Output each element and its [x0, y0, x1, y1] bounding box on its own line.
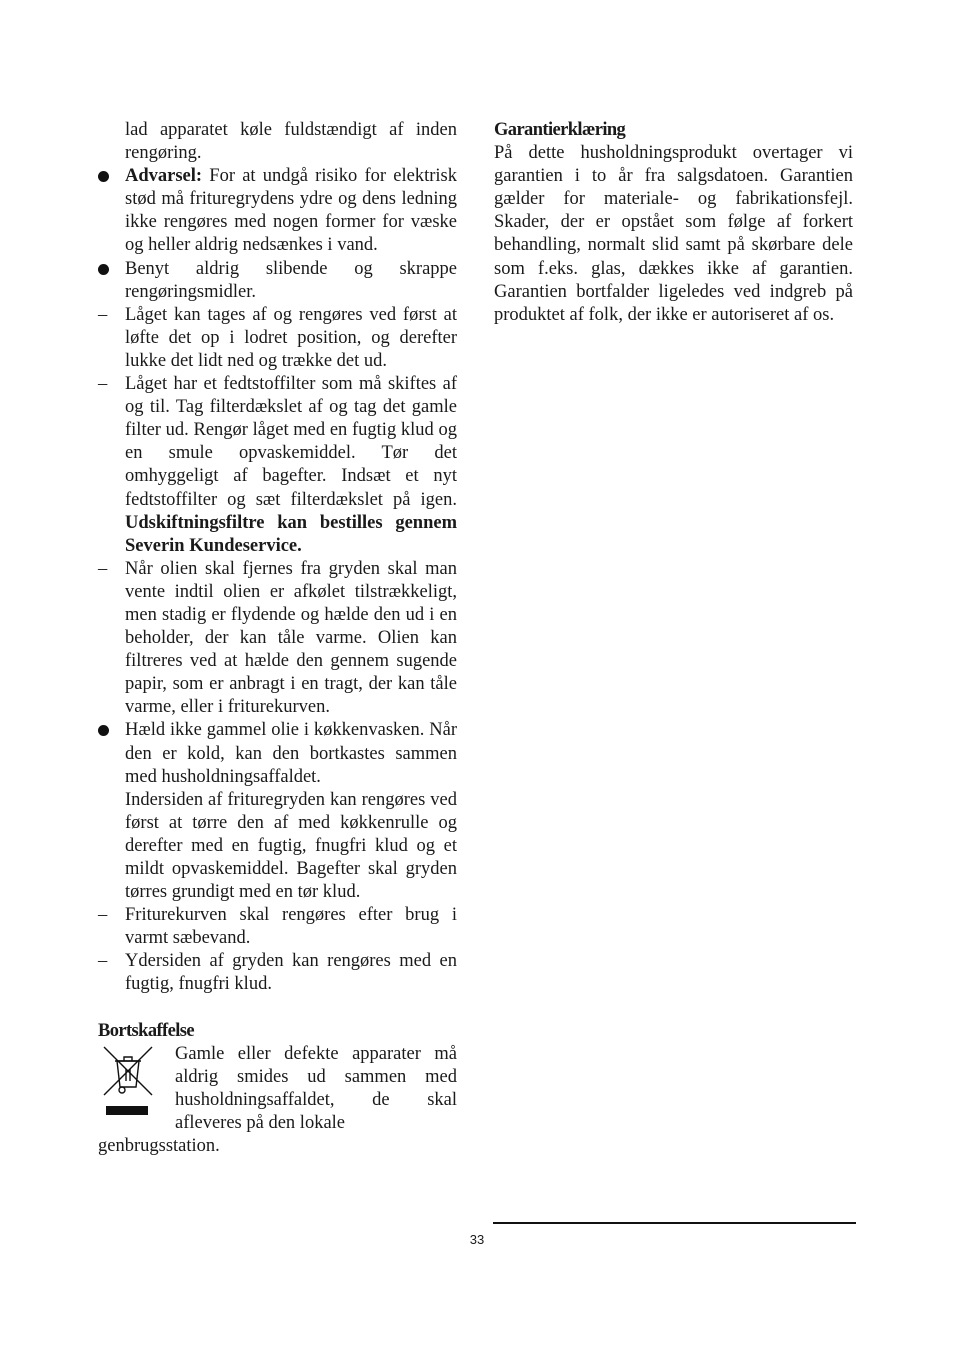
guarantee-paragraph: På dette husholdningsprodukt overtager vi garantien i to år fra salgsdatoen. Garantien gælder for materiale- og fabrikationsfejl. Skader, der er opstået som følge af forkert behandling, normalt slid samt på skørbare dele som f.eks. glas, dækkes ikke af garantien. Garantien bortfalder ligeledes ved indgreb på produktet af folk, der ikke er autoriseret af os.	[494, 143, 853, 325]
disposal-paragraph	[98, 1043, 457, 1135]
dash-marker: –	[98, 374, 108, 395]
dash-marker: –	[98, 304, 108, 325]
filter-order-note: Udskiftningsfiltre kan bestilles gennem Severin Kundeservice.	[125, 512, 457, 556]
footer-rule	[493, 1222, 856, 1224]
bullet-icon	[98, 165, 125, 189]
guarantee-heading: Garantierklæring	[494, 120, 626, 140]
disposal-heading: Bortskaffelse	[98, 1020, 194, 1041]
bullet-icon	[98, 258, 125, 282]
list-item-text: Låget har et fedtstoffilter som må skiftes af og til. Tag filterdækslet af og tag det gamle filter ud. Rengør låget med en fugtig klud og en smule opvaskemiddel. Tør det omhyggeligt af bagefter. Indsæt et nyt fedtstoffilter og sæt filterdækslet på igen.	[125, 374, 457, 510]
bullet-icon	[98, 719, 125, 743]
list-item-text: Låget kan tages af og rengøres ved først at løfte det op i lodret position, og derefter lukke det lidt ned og trække det ud.	[125, 304, 457, 371]
dash-marker: –	[98, 905, 108, 926]
list-item-text: Benyt aldrig slibende og skrappe rengøringsmidler.	[125, 258, 457, 302]
dash-marker: –	[98, 558, 108, 579]
list-item-text: Hæld ikke gammel olie i køkkenvasken. Når den er kold, kan den bortkastes sammen med husholdningsaffaldet.	[125, 720, 457, 787]
intro-paragraph: lad apparatet køle fuldstændigt af inden rengøring.	[125, 120, 457, 164]
crossed-out-wheelie-bin-icon	[102, 1045, 154, 1117]
list-item	[98, 719, 457, 788]
list-item-text: Når olien skal fjernes fra gryden skal man vente indtil olien er afkølet tilstrækkeligt, men stadig er flydende og hælde den ud i en beholder, der kan tåle varme. Olien kan filtreres ved at hælde den gennem sugende papir, som er anbragt i en tragt, der kan tåle varme, eller i friturekurven.	[125, 558, 457, 718]
list-item	[98, 373, 457, 558]
list-item	[98, 950, 457, 996]
left-column	[98, 119, 457, 1158]
list-item-warning	[98, 165, 457, 257]
disposal-text-tail: genbrugsstation.	[98, 1136, 220, 1157]
list-item	[98, 558, 457, 720]
right-column	[494, 119, 853, 327]
warning-label: Advarsel:	[125, 166, 203, 187]
list-item-text: Friturekurven skal rengøres efter brug i varmt sæbevand.	[125, 905, 457, 949]
cleaning-paragraph: Indersiden af frituregryden kan rengøres ved først at tørre den af med køkkenrulle og derefter med en fugtig, fnugfri klud og et mildt opvaskemiddel. Bagefter skal gryden tørres grundigt med en tør klud.	[125, 789, 457, 903]
dash-marker: –	[98, 951, 108, 972]
list-item-text: Ydersiden af gryden kan rengøres med en fugtig, fnugfri klud.	[125, 951, 457, 995]
list-item-text: For at undgå risiko for elektrisk stød må frituregrydens ydre og dens ledning ikke rengøres med nogen former for væske og heller aldrig nedsænkes i vand.	[125, 166, 457, 256]
page-number: 33	[469, 1232, 485, 1247]
disposal-text: Gamle eller defekte apparater må aldrig smides ud sammen med husholdningsaffaldet, de skal afleveres på den lokale	[175, 1043, 457, 1133]
list-item	[98, 304, 457, 373]
list-item	[98, 258, 457, 304]
list-item	[98, 904, 457, 950]
